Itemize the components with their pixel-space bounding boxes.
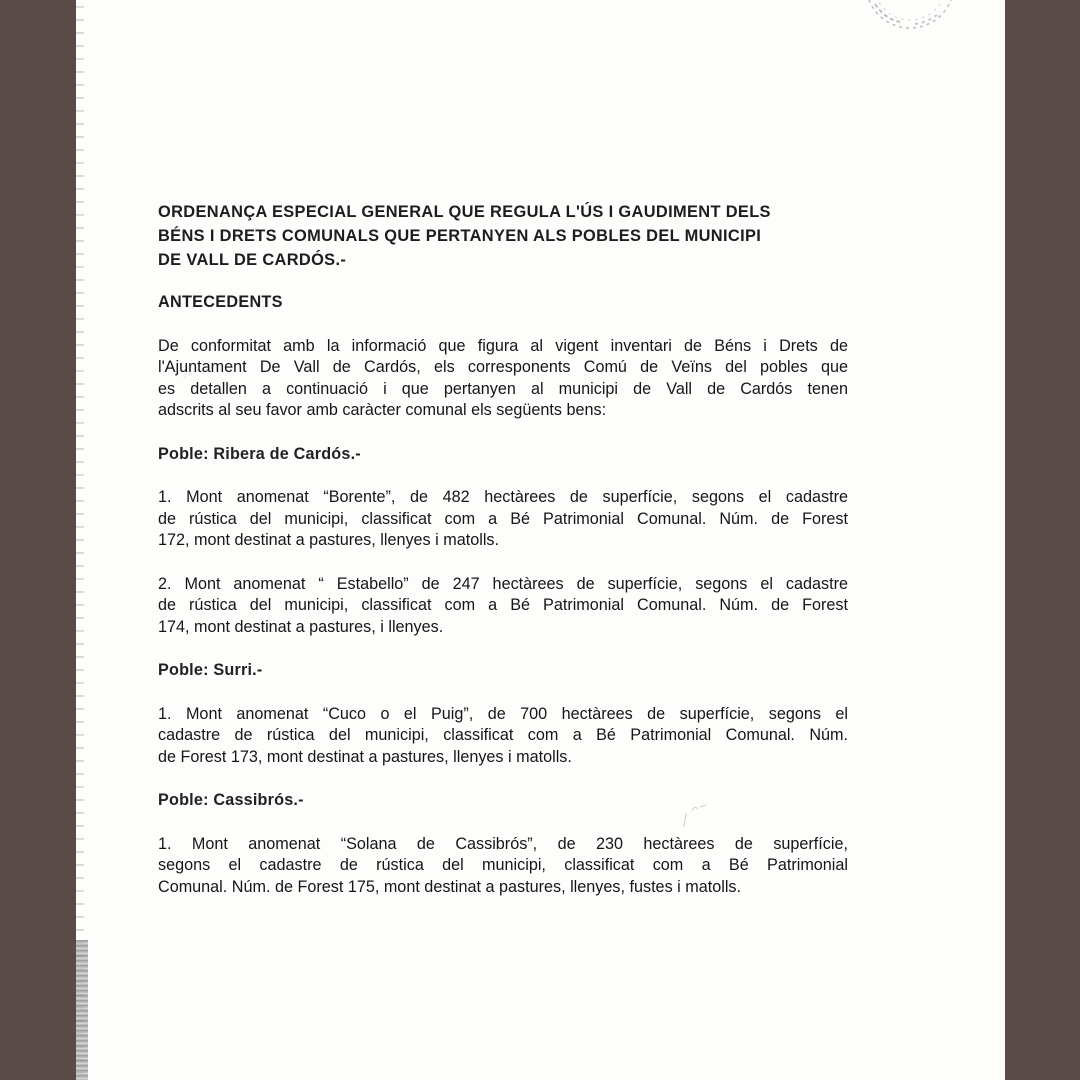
title-line: BÉNS I DRETS COMUNALS QUE PERTANYEN ALS POBLES DEL MUNICIPI xyxy=(158,227,762,245)
paragraph-line: Comunal. Núm. de Forest 175, mont destinat a pastures, llenyes, fustes i matolls. xyxy=(158,877,742,896)
title-line: ORDENANÇA ESPECIAL GENERAL QUE REGULA L'ÚS I GAUDIMENT DELS xyxy=(158,203,771,221)
poble-item-paragraph xyxy=(158,834,848,899)
paragraph-line: De conformitat amb la informació que figura al vigent inventari de Béns i Drets de xyxy=(158,336,848,355)
scan-edge-artifact xyxy=(76,0,84,1080)
paragraph-line: es detallen a continuació i que pertanyen al municipi de Vall de Cardós tenen xyxy=(158,379,848,398)
intro-paragraph xyxy=(158,336,848,422)
poble-item-paragraph xyxy=(158,574,848,639)
poble-heading-surri: Poble: Surri.- xyxy=(158,661,263,679)
paragraph-line: 174, mont destinat a pastures, i llenyes. xyxy=(158,617,444,636)
paragraph-line: 172, mont destinat a pastures, llenyes i matolls. xyxy=(158,531,500,549)
paragraph-line: de rústica del municipi, classificat com a Bé Patrimonial Comunal. Núm. de Forest xyxy=(158,596,848,614)
paragraph-line: 1. Mont anomenat “Solana de Cassibrós”, de 230 hectàrees de superfície, xyxy=(158,834,848,853)
seal-stamp-icon xyxy=(855,0,965,44)
poble-item-paragraph xyxy=(158,487,848,552)
paragraph-line: de Forest 173, mont destinat a pastures, llenyes i matolls. xyxy=(158,747,572,766)
document-body xyxy=(158,200,848,898)
poble-heading-cassibros: Poble: Cassibrós.- xyxy=(158,791,304,809)
document-title xyxy=(158,200,848,272)
paragraph-line: de rústica del municipi, classificat com a Bé Patrimonial Comunal. Núm. de Forest xyxy=(158,509,848,528)
paragraph-line: 2. Mont anomenat “ Estabello” de 247 hectàrees de superfície, segons el cadastre xyxy=(158,574,848,593)
title-line: DE VALL DE CARDÓS.- xyxy=(158,251,347,269)
paragraph-line: adscrits al seu favor amb caràcter comunal els següents bens: xyxy=(158,401,607,419)
antecedents-heading: ANTECEDENTS xyxy=(158,293,283,311)
paragraph-line: cadastre de rústica del municipi, classificat com a Bé Patrimonial Comunal. Núm. xyxy=(158,726,848,744)
paragraph-line: 1. Mont anomenat “Cuco o el Puig”, de 700 hectàrees de superfície, segons el xyxy=(158,704,848,723)
poble-heading-ribera: Poble: Ribera de Cardós.- xyxy=(158,444,361,463)
paragraph-line: l'Ajuntament De Vall de Cardós, els corresponents Comú de Veïns del pobles que xyxy=(158,358,848,376)
paragraph-line: segons el cadastre de rústica del municipi, classificat com a Bé Patrimonial xyxy=(158,856,848,874)
scan-edge-shadow xyxy=(76,940,88,1080)
poble-item-paragraph xyxy=(158,704,848,769)
paragraph-line: 1. Mont anomenat “Borente”, de 482 hectàrees de superfície, segons el cadastre xyxy=(158,488,848,506)
